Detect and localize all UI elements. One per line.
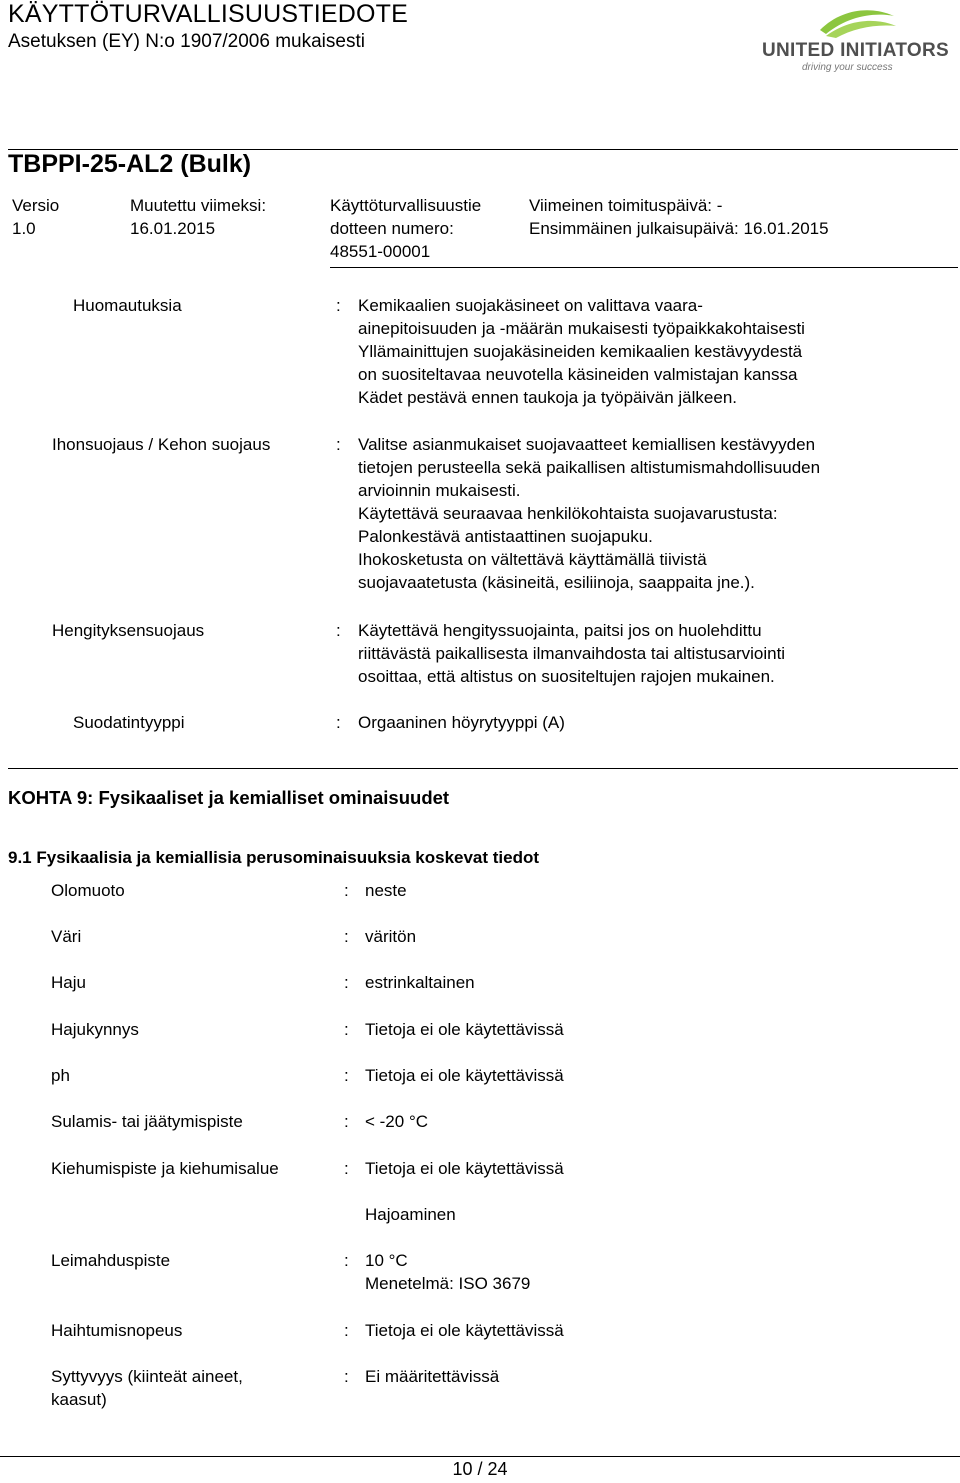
value-line: Käytettävä hengityssuojainta, paitsi jos on huolehdittu <box>358 621 762 640</box>
protection-label: Ihonsuojaus / Kehon suojaus <box>52 435 271 454</box>
issue-dates-block <box>529 194 829 240</box>
property-value: Tietoja ei ole käytettävissä <box>365 1066 564 1085</box>
product-name: TBPPI-25-AL2 (Bulk) <box>8 150 252 178</box>
value-line: Käytettävä seuraavaa henkilökohtaista suojavarustusta: <box>358 504 778 523</box>
page-number: 10 / 24 <box>452 1459 508 1479</box>
property-label: Haju <box>51 973 86 992</box>
colon: : <box>344 1159 349 1178</box>
property-value: Tietoja ei ole käytettävissä <box>365 1159 564 1178</box>
colon: : <box>344 1020 349 1039</box>
value-line: tietojen perusteella sekä paikallisen altistumismahdollisuuden <box>358 458 821 477</box>
colon: : <box>336 621 341 640</box>
first-issue-date: Ensimmäinen julkaisupäivä: 16.01.2015 <box>529 219 829 238</box>
property-note: Hajoaminen <box>365 1205 456 1224</box>
revised-value: 16.01.2015 <box>130 219 216 238</box>
property-value: väritön <box>365 927 417 946</box>
company-logo <box>762 4 952 74</box>
protection-label: Suodatintyyppi <box>73 713 185 732</box>
colon: : <box>336 296 341 315</box>
value-line: on suositeltavaa neuvotella käsineiden valmistajan kanssa <box>358 365 798 384</box>
property-value: Ei määritettävissä <box>365 1367 500 1386</box>
logo-mark-icon <box>762 4 952 40</box>
value-line: ainepitoisuuden ja -määrän mukaisesti työpaikkakohtaisesti <box>358 319 805 338</box>
colon: : <box>344 927 349 946</box>
section-9-title: KOHTA 9: Fysikaaliset ja kemialliset ominaisuudet <box>8 787 450 808</box>
value-line: Kädet pestävä ennen taukoja ja työpäivän jälkeen. <box>358 388 737 407</box>
label-line: Syttyvyys (kiinteät aineet, <box>51 1367 243 1386</box>
protection-value <box>358 294 805 409</box>
value-line: osoittaa, että altistus on suositeltujen rajojen mukainen. <box>358 667 775 686</box>
value-line: Palonkestävä antistaattinen suojapuku. <box>358 527 653 546</box>
colon: : <box>344 881 349 900</box>
property-value: neste <box>365 881 407 900</box>
footer-rule <box>0 1456 960 1457</box>
value-line: Orgaaninen höyrytyyppi (A) <box>358 713 565 732</box>
property-value: < -20 °C <box>365 1112 429 1131</box>
property-label: ph <box>51 1066 70 1085</box>
meta-rule <box>330 267 958 268</box>
colon: : <box>344 1112 349 1131</box>
colon: : <box>344 1321 349 1340</box>
colon: : <box>336 713 341 732</box>
value-line: Yllämainittujen suojakäsineiden kemikaalien kestävyydestä <box>358 342 803 361</box>
version-block <box>12 194 59 240</box>
product-rule <box>8 149 958 150</box>
property-label: Haihtumisnopeus <box>51 1321 183 1340</box>
protection-value <box>358 619 785 688</box>
revised-block <box>130 194 266 240</box>
value-line: Valitse asianmukaiset suojavaatteet kemiallisen kestävyyden <box>358 435 816 454</box>
property-label <box>51 1365 243 1411</box>
value-line: Kemikaalien suojakäsineet on valittava vaara- <box>358 296 703 315</box>
property-label: Sulamis- tai jäätymispiste <box>51 1112 243 1131</box>
value-line: suojavaatetusta (käsineitä, esiliinoja, saappaita jne.). <box>358 573 755 592</box>
colon: : <box>344 1367 349 1386</box>
property-value <box>365 1249 530 1295</box>
property-value: Tietoja ei ole käytettävissä <box>365 1020 564 1039</box>
protection-value <box>358 711 565 734</box>
document-title: KÄYTTÖTURVALLISUUSTIEDOTE <box>8 0 408 28</box>
sds-value: 48551-00001 <box>330 242 431 261</box>
colon: : <box>336 435 341 454</box>
last-issue-date: Viimeinen toimituspäivä: - <box>529 196 723 215</box>
property-value: Tietoja ei ole käytettävissä <box>365 1321 564 1340</box>
value-line: 10 °C <box>365 1251 408 1270</box>
property-value: estrinkaltainen <box>365 973 475 992</box>
section-rule <box>8 768 958 769</box>
property-label: Kiehumispiste ja kiehumisalue <box>51 1159 279 1178</box>
colon: : <box>344 1066 349 1085</box>
property-label: Väri <box>51 927 82 946</box>
label-line: kaasut) <box>51 1390 107 1409</box>
sds-number-block <box>330 194 481 263</box>
colon: : <box>344 973 349 992</box>
revised-label: Muutettu viimeksi: <box>130 196 267 215</box>
value-line: riittävästä paikallisesta ilmanvaihdosta tai altistusarviointi <box>358 644 786 663</box>
logo-name: UNITED INITIATORS <box>762 40 950 61</box>
protection-value <box>358 433 820 594</box>
regulation-subtitle: Asetuksen (EY) N:o 1907/2006 mukaisesti <box>8 31 365 52</box>
colon: : <box>344 1251 349 1270</box>
version-value: 1.0 <box>12 219 36 238</box>
value-line: Ihokosketusta on vältettävä käyttämällä tiivistä <box>358 550 707 569</box>
property-label: Leimahduspiste <box>51 1251 171 1270</box>
value-line: arvioinnin mukaisesti. <box>358 481 521 500</box>
protection-label: Huomautuksia <box>73 296 182 315</box>
property-label: Olomuoto <box>51 881 125 900</box>
logo-tagline: driving your success <box>802 62 893 73</box>
section-9-1-subtitle: 9.1 Fysikaalisia ja kemiallisia perusominaisuuksia koskevat tiedot <box>8 848 540 867</box>
sds-label-line2: dotteen numero: <box>330 219 454 238</box>
protection-label: Hengityksensuojaus <box>52 621 205 640</box>
property-label: Hajukynnys <box>51 1020 139 1039</box>
property-note: Menetelmä: ISO 3679 <box>365 1274 531 1293</box>
version-label: Versio <box>12 196 60 215</box>
sds-label-line1: Käyttöturvallisuustie <box>330 196 482 215</box>
